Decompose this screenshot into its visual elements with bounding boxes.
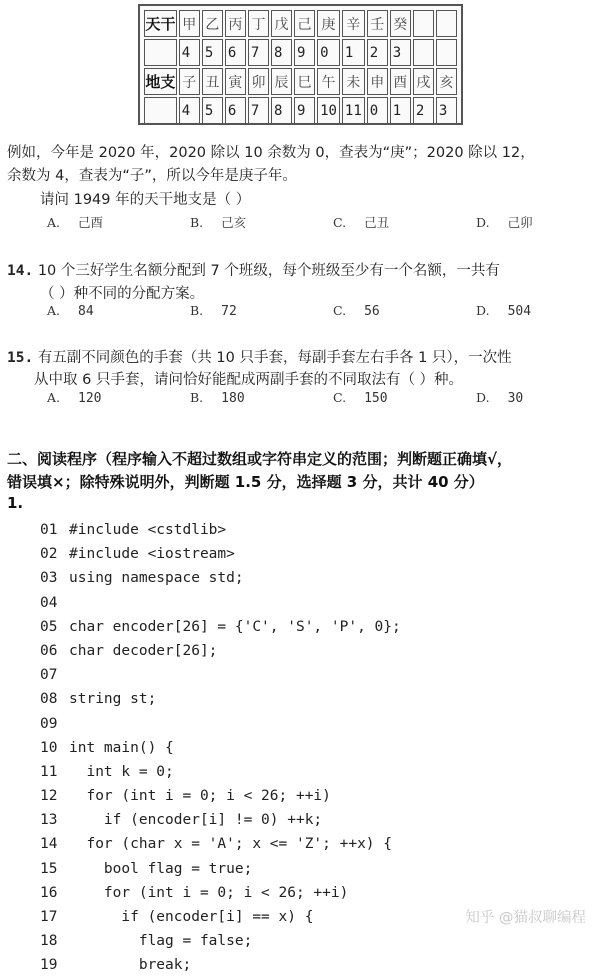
q13-example-line2: 余数为 4，查表为“子”，所以今年是庚子年。: [7, 168, 297, 184]
tiangan-num: [436, 39, 457, 66]
ganzhi-grid: [142, 8, 459, 126]
q14-option-c: [333, 303, 476, 319]
tiangan-num-row: [144, 39, 457, 66]
code-line: [40, 712, 401, 736]
tiangan-num: 9: [294, 39, 315, 66]
q15-option-a: [47, 390, 190, 406]
q14-number: 14.: [7, 263, 34, 279]
dizhi-num: 11: [342, 97, 365, 124]
line-number: 11: [40, 763, 58, 780]
q13-example-line1: 例如，今年是 2020 年，2020 除以 10 余数为 0，查表为“庚”；2020 除以 12，: [7, 145, 535, 161]
q15-option-c: [333, 390, 476, 406]
q15-line2: 从中取 6 只手套，请问恰好能配成两副手套的不同取法有（ ）种。: [34, 372, 464, 388]
dizhi-num: 5: [202, 97, 223, 124]
q14-option-d: [476, 303, 600, 319]
q15-number: 15.: [7, 350, 34, 366]
tiangan-cell: [436, 10, 457, 37]
code-line: [40, 687, 401, 711]
tiangan-cell: [413, 10, 434, 37]
q14-text: 10 个三好学生名额分配到 7 个班级，每个班级至少有一个名额，一共有: [37, 263, 500, 279]
tiangan-num: 1: [342, 39, 365, 66]
q13-option-a: [47, 213, 190, 231]
q14-option-b: [190, 303, 333, 319]
q13-option-b: [190, 213, 333, 231]
line-number: 09: [40, 715, 58, 732]
line-number: 10: [40, 739, 58, 756]
section2-heading-line1: 二、阅读程序（程序输入不超过数组或字符串定义的范围；判断题正确填√，: [7, 450, 513, 468]
code-line: [40, 929, 401, 953]
tiangan-cell: 戊: [271, 10, 292, 37]
dizhi-num: 4: [179, 97, 200, 124]
line-number: 14: [40, 836, 58, 853]
line-text: using namespace std;: [69, 570, 244, 587]
tiangan-label: 天干: [144, 10, 177, 37]
tiangan-num: 5: [202, 39, 223, 66]
q14-line1: [7, 259, 500, 280]
dizhi-cell: 申: [367, 68, 388, 95]
code-line: [40, 881, 401, 905]
watermark: 知乎 @猫叔聊编程: [465, 910, 586, 926]
code-line: [40, 518, 401, 542]
dizhi-num: 7: [248, 97, 269, 124]
option-letter: A.: [47, 215, 61, 230]
section2-item-number: 1.: [7, 494, 24, 512]
option-letter: A.: [47, 390, 61, 405]
code-line: [40, 615, 401, 639]
line-number: 04: [40, 594, 58, 611]
code-line: [40, 857, 401, 881]
q13-options: [47, 213, 600, 231]
line-number: 03: [40, 570, 58, 587]
empty-cell: [144, 97, 177, 124]
dizhi-num: 0: [367, 97, 388, 124]
tiangan-cell: 辛: [342, 10, 365, 37]
option-letter: C.: [333, 303, 347, 318]
option-value: 56: [364, 304, 380, 319]
tiangan-cell: 壬: [367, 10, 388, 37]
line-number: 17: [40, 909, 58, 925]
code-line: [40, 808, 401, 832]
option-letter: D.: [476, 215, 490, 230]
line-number: 19: [40, 957, 58, 974]
tiangan-num: 3: [390, 39, 411, 66]
tiangan-num: 6: [225, 39, 246, 66]
line-text: if (encoder[i] != 0) ++k;: [69, 812, 323, 829]
line-number: 16: [40, 884, 58, 901]
dizhi-cell: 丑: [202, 68, 223, 95]
dizhi-num: 2: [413, 97, 434, 124]
line-number: 13: [40, 812, 58, 829]
line-text: for (int i = 0; i < 26; ++i): [69, 884, 349, 901]
option-letter: D.: [476, 390, 490, 405]
line-number: 05: [40, 618, 58, 635]
option-value: 己亥: [221, 215, 247, 230]
line-text: for (int i = 0; i < 26; ++i): [69, 788, 331, 805]
option-value: 120: [78, 391, 102, 406]
line-text: #include <cstdlib>: [69, 522, 227, 538]
code-line: [40, 784, 401, 808]
tiangan-cell: 癸: [390, 10, 411, 37]
q14-line2: （ ）种不同的分配方案。: [40, 286, 205, 302]
line-text: char encoder[26] = {'C', 'S', 'P', 0};: [69, 618, 401, 635]
option-value: 150: [364, 391, 388, 406]
option-letter: B.: [190, 215, 204, 230]
section2-heading-line2: 错误填×；除特殊说明外，判断题 1.5 分，选择题 3 分，共计 40 分）: [7, 473, 484, 491]
dizhi-num: 1: [390, 97, 411, 124]
code-listing: [40, 518, 401, 978]
line-text: int k = 0;: [69, 763, 174, 780]
q13-option-d: [476, 213, 600, 231]
q15-text: 有五副不同颜色的手套（共 10 只手套，每副手套左右手各 1 只），一次性: [37, 350, 512, 366]
tiangan-num: [413, 39, 434, 66]
option-letter: C.: [333, 390, 347, 405]
dizhi-cell: 未: [342, 68, 365, 95]
code-line: [40, 953, 401, 977]
dizhi-cell: 巳: [294, 68, 315, 95]
line-text: if (encoder[i] == x) {: [69, 909, 314, 925]
dizhi-cell: 寅: [225, 68, 246, 95]
code-line: [40, 591, 401, 615]
dizhi-cell: 卯: [248, 68, 269, 95]
line-number: 18: [40, 933, 58, 950]
code-line: [40, 736, 401, 760]
dizhi-cell: 子: [179, 68, 200, 95]
dizhi-num: 9: [294, 97, 315, 124]
tiangan-num: 7: [248, 39, 269, 66]
dizhi-num: 6: [225, 97, 246, 124]
q14-options: [47, 303, 600, 319]
q15-line1: [7, 346, 512, 367]
q14-option-a: [47, 303, 190, 319]
option-value: 504: [507, 304, 532, 319]
line-text: #include <iostream>: [69, 546, 235, 563]
tiangan-cell: 甲: [179, 10, 200, 37]
line-number: 08: [40, 691, 58, 708]
tiangan-cell: 己: [294, 10, 315, 37]
option-value: 180: [221, 391, 245, 406]
q15-options: [47, 390, 600, 406]
q13-option-c: [333, 213, 476, 231]
option-value: 84: [78, 304, 94, 319]
tiangan-num: 2: [367, 39, 388, 66]
dizhi-row: [144, 68, 457, 95]
tiangan-num: 0: [317, 39, 340, 66]
dizhi-label: 地支: [144, 68, 177, 95]
tiangan-cell: 丁: [248, 10, 269, 37]
dizhi-cell: 戌: [413, 68, 434, 95]
code-line: [40, 760, 401, 784]
line-number: 06: [40, 642, 58, 659]
tiangan-cell: 庚: [317, 10, 340, 37]
option-letter: D.: [476, 303, 490, 318]
option-letter: B.: [190, 303, 204, 318]
line-text: string st;: [69, 691, 157, 708]
q13-question: 请问 1949 年的天干地支是（ ）: [40, 192, 251, 208]
option-letter: B.: [190, 390, 204, 405]
dizhi-num: 10: [317, 97, 340, 124]
code-line: [40, 663, 401, 687]
option-value: 己酉: [78, 215, 104, 230]
line-number: 01: [40, 522, 58, 538]
dizhi-cell: 亥: [436, 68, 457, 95]
line-number: 07: [40, 667, 58, 684]
dizhi-num: 3: [436, 97, 457, 124]
line-text: int main() {: [69, 739, 174, 756]
line-text: for (char x = 'A'; x <= 'Z'; ++x) {: [69, 836, 393, 853]
code-line: [40, 566, 401, 590]
tiangan-row: [144, 10, 457, 37]
option-letter: A.: [47, 303, 61, 318]
dizhi-cell: 辰: [271, 68, 292, 95]
tiangan-num: 8: [271, 39, 292, 66]
code-line: [40, 542, 401, 566]
q15-option-b: [190, 390, 333, 406]
option-value: 72: [221, 304, 237, 319]
line-number: 12: [40, 788, 58, 805]
line-number: 15: [40, 860, 58, 877]
option-value: 己丑: [364, 215, 390, 230]
option-value: 己卯: [507, 215, 533, 230]
line-text: char decoder[26];: [69, 642, 218, 659]
empty-cell: [144, 39, 177, 66]
tiangan-num: 4: [179, 39, 200, 66]
dizhi-cell: 午: [317, 68, 340, 95]
tiangan-cell: 乙: [202, 10, 223, 37]
dizhi-num-row: [144, 97, 457, 124]
tiangan-cell: 丙: [225, 10, 246, 37]
line-text: flag = false;: [69, 933, 253, 950]
dizhi-cell: 酉: [390, 68, 411, 95]
code-line: [40, 832, 401, 856]
code-line: [40, 639, 401, 663]
line-text: break;: [69, 957, 192, 974]
option-value: 30: [507, 391, 524, 406]
line-text: bool flag = true;: [69, 860, 253, 877]
line-number: 02: [40, 546, 58, 563]
code-line: [40, 905, 401, 929]
ganzhi-table: [138, 4, 463, 125]
q15-option-d: [476, 390, 600, 406]
option-letter: C.: [333, 215, 347, 230]
dizhi-num: 8: [271, 97, 292, 124]
